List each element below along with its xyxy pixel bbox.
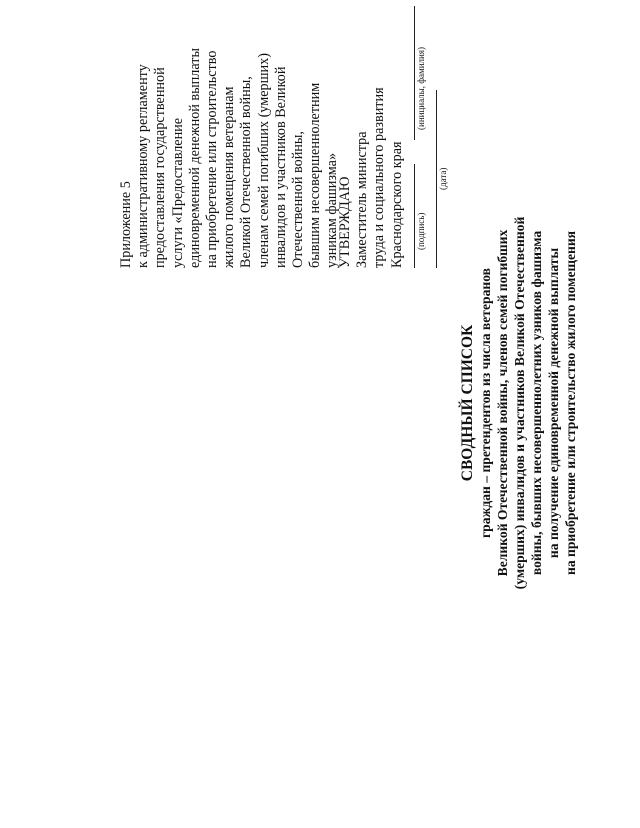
appendix-line: Приложение 5 (118, 181, 134, 268)
appendix-line: единовременной денежной выплаты (186, 48, 203, 268)
appendix-line: узникам фашизма» (324, 152, 341, 268)
approval-line: Краснодарского края (388, 141, 405, 268)
approval-line: труда и социального развития (371, 87, 388, 268)
summary-line: Великой Отечественной войны, членов семей погибших (495, 229, 510, 577)
summary-heading-block (458, 188, 579, 618)
appendix-line: жилого помещения ветеранам (221, 86, 238, 268)
appendix-line: на приобретение или строительство (204, 50, 221, 268)
appendix-line: бывшим несовершеннолетним (307, 82, 324, 268)
appendix-line: Отечественной войны, (290, 131, 307, 268)
approval-line: Заместитель министра (354, 131, 371, 268)
name-line (414, 6, 415, 140)
appendix-line: к административному регламенту (135, 64, 152, 268)
appendix-line: услуги «Предоставление (169, 117, 186, 268)
appendix-line: инвалидов и участников Великой (272, 66, 289, 268)
appendix-line: членам семей погибших (умерших) (255, 53, 272, 268)
signature-line (414, 164, 415, 268)
appendix-line: Великой Отечественной войны, (238, 76, 255, 268)
summary-line: войны, бывших несовершеннолетних узников фашизма (529, 230, 544, 576)
summary-line: (умерших) инвалидов и участников Великой Отечественной (512, 216, 527, 590)
appendix-block (118, 48, 342, 268)
summary-line: граждан – претендентов из числа ветеранов (478, 267, 493, 539)
summary-line: на получение единовременной денежной выплаты (546, 247, 561, 559)
date-caption: (дата) (438, 167, 448, 190)
summary-line: на приобретение или строительство жилого помещения (563, 230, 578, 576)
name-caption: (инициалы, фамилия) (416, 47, 426, 130)
signature-caption: (подпись) (416, 212, 426, 250)
approval-heading: УТВЕРЖДАЮ (337, 176, 353, 268)
approval-block (337, 87, 406, 268)
appendix-line: предоставления государственной (152, 67, 169, 268)
summary-title: СВОДНЫЙ СПИСОК (459, 324, 476, 482)
date-line (436, 90, 437, 268)
